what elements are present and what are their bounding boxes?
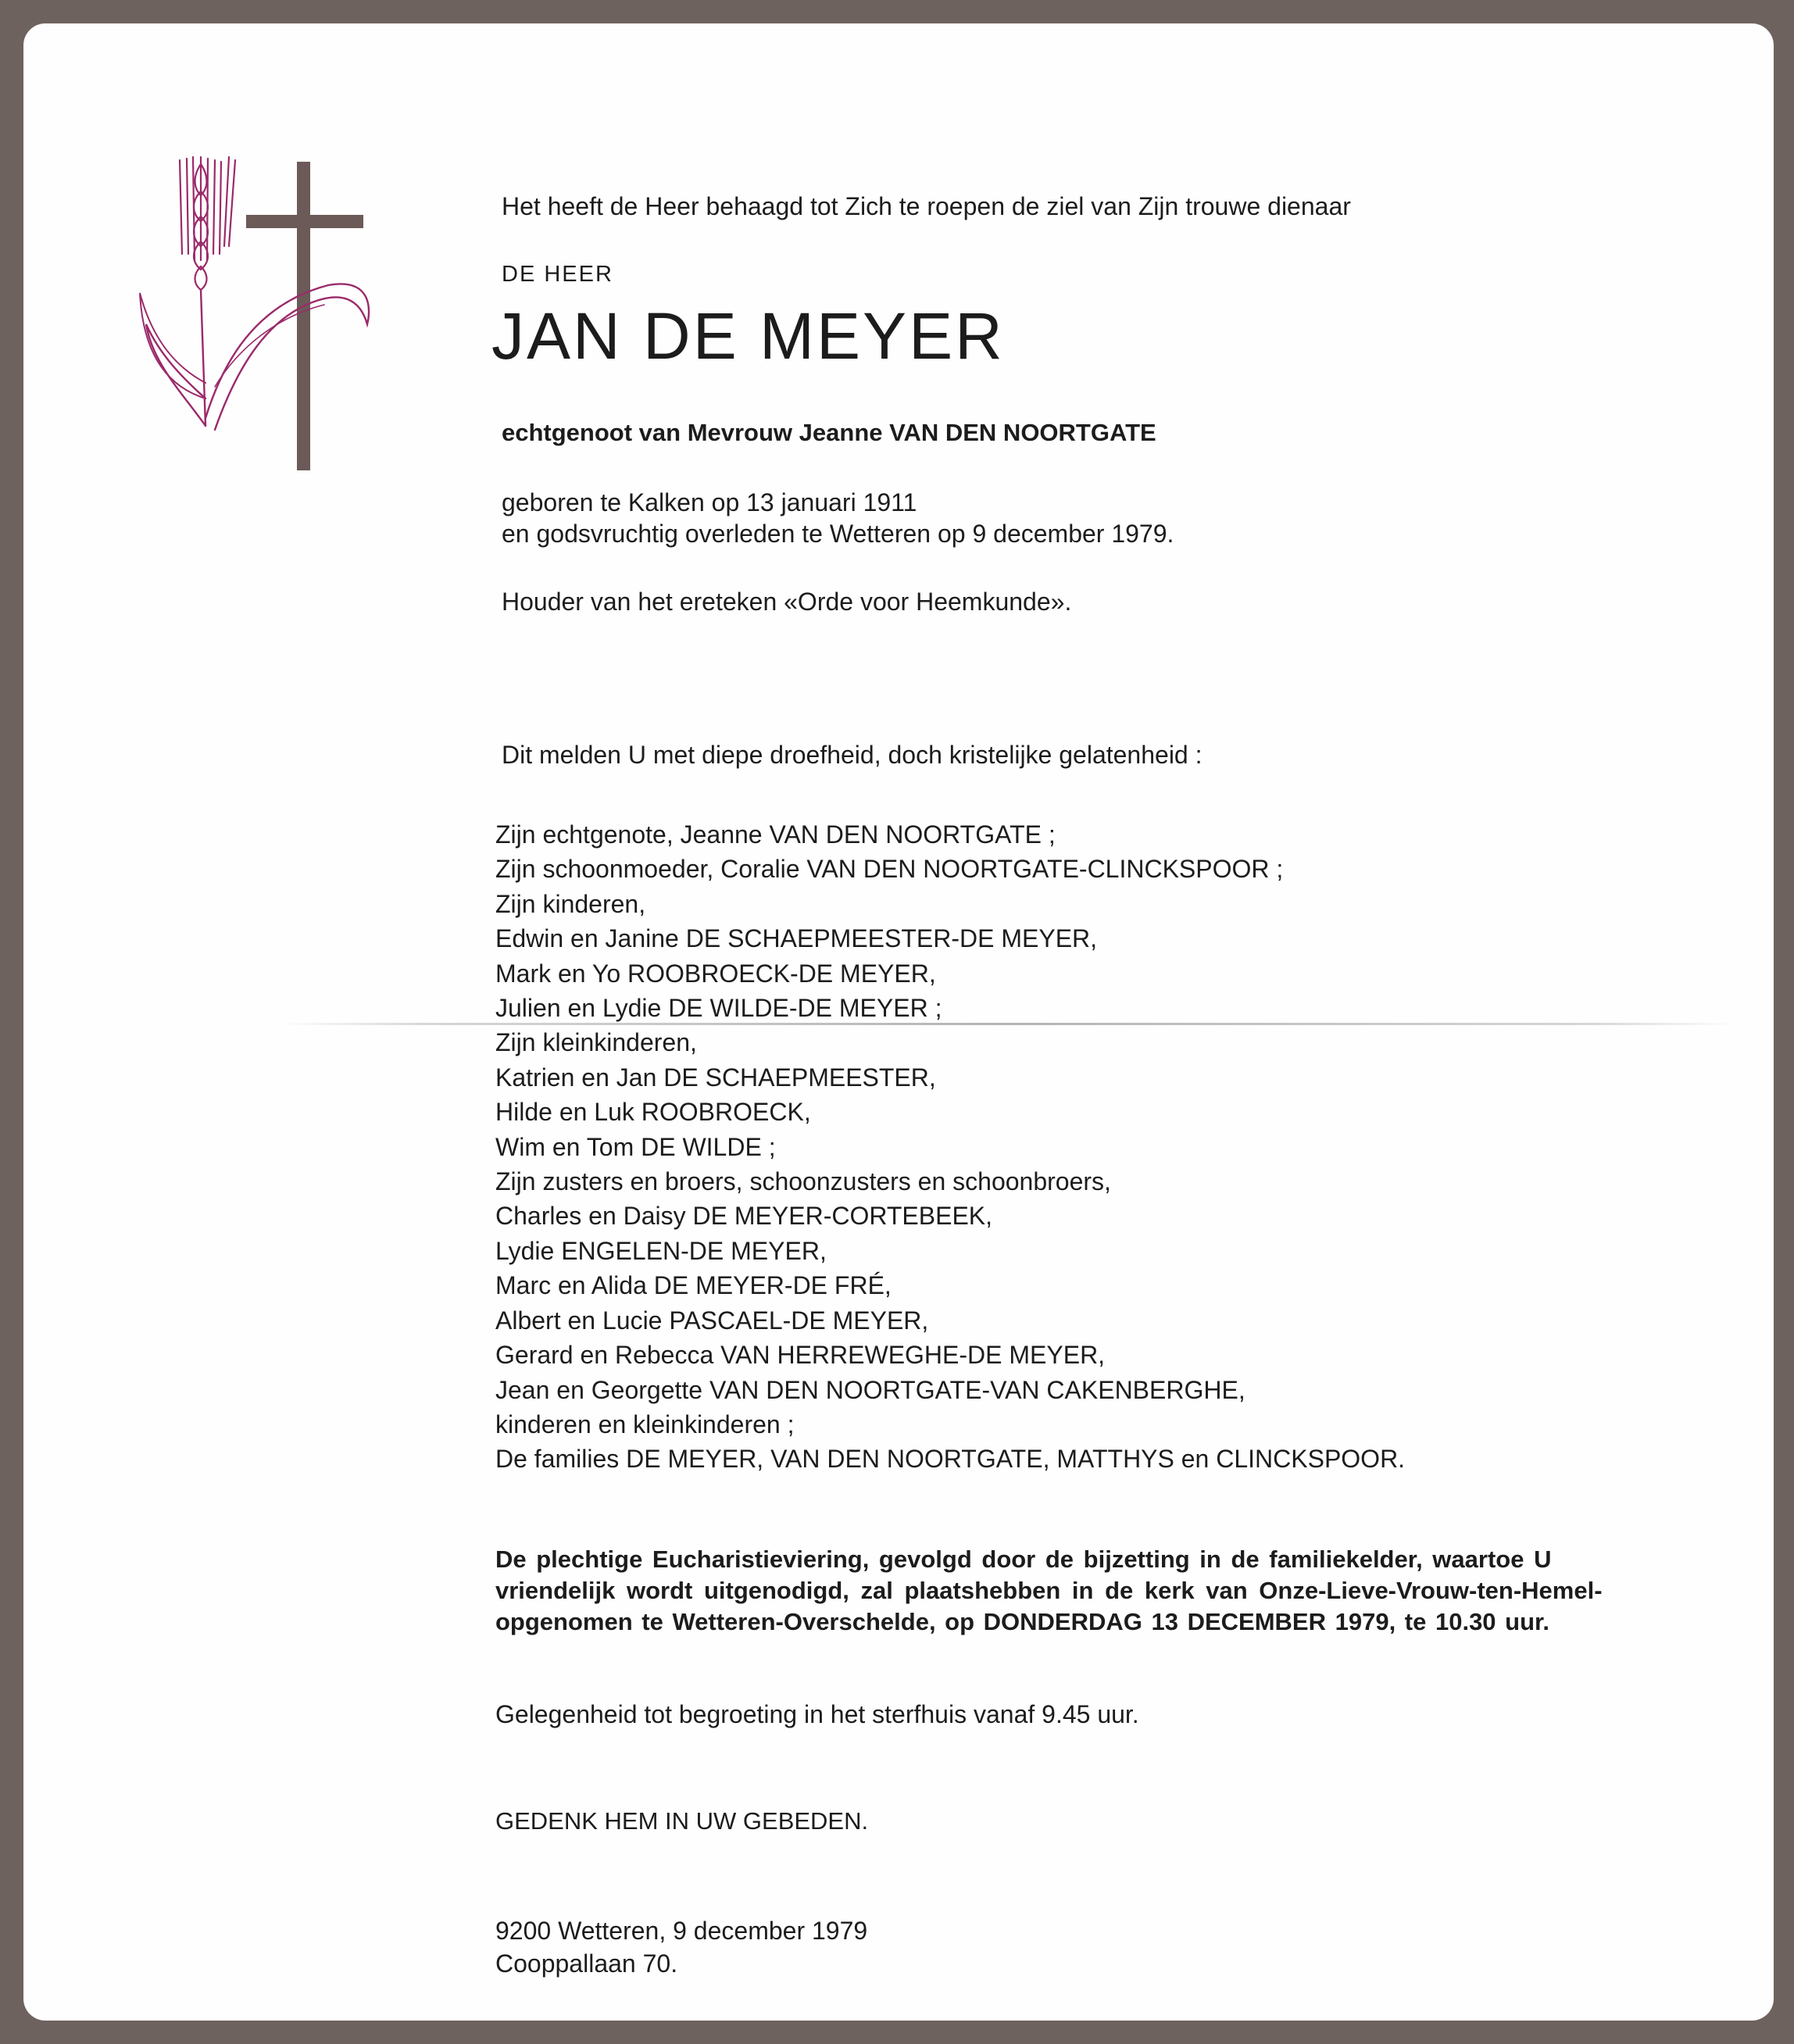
family-line: Jean en Georgette VAN DEN NOORTGATE-VAN CAKENBERGHE,	[495, 1375, 1245, 1404]
family-line: Lydie ENGELEN-DE MEYER,	[495, 1236, 827, 1265]
place-date-line: 9200 Wetteren, 9 december 1979	[495, 1917, 868, 1945]
birth-line: geboren te Kalken op 13 januari 1911	[502, 488, 917, 516]
family-line: Edwin en Janine DE SCHAEPMEESTER-DE MEYER,	[495, 924, 1098, 953]
title-prefix: DE HEER	[502, 262, 613, 287]
honor-line: Houder van het ereteken «Orde voor Heemkunde».	[502, 588, 1072, 616]
family-line: De families DE MEYER, VAN DEN NOORTGATE, MATTHYS en CLINCKSPOOR.	[495, 1445, 1406, 1474]
family-line: Charles en Daisy DE MEYER-CORTEBEEK,	[495, 1202, 993, 1231]
ceremony-paragraph	[495, 1544, 1660, 1638]
family-line: Zijn kinderen,	[495, 889, 646, 918]
family-line: Hilde en Luk ROOBROECK,	[495, 1098, 811, 1127]
family-line: kinderen en kleinkinderen ;	[495, 1410, 795, 1438]
family-line: Mark en Yo ROOBROECK-DE MEYER,	[495, 959, 936, 988]
family-line: Marc en Alida DE MEYER-DE FRÉ,	[495, 1271, 892, 1300]
address-block	[495, 1914, 867, 1980]
cross-vertical-beam	[297, 162, 310, 470]
wheat-icon	[140, 157, 369, 430]
cross-horizontal-beam	[246, 215, 363, 228]
ceremony-line: vriendelijk wordt uitgenodigd, zal plaatshebben in de kerk van Onze-Lieve-Vrouw-ten-Hemel-	[495, 1577, 1603, 1604]
ceremony-line: opgenomen te Wetteren-Overschelde, op DONDERDAG 13 DECEMBER 1979, te 10.30 uur.	[495, 1608, 1549, 1635]
spouse-line: echtgenoot van Mevrouw Jeanne VAN DEN NOORTGATE	[502, 419, 1156, 446]
birth-death-block	[502, 487, 1174, 549]
family-line: Zijn zusters en broers, schoonzusters en schoonbroers,	[495, 1167, 1111, 1196]
death-line: en godsvruchtig overleden te Wetteren op 9 december 1979.	[502, 520, 1174, 548]
family-line: Wim en Tom DE WILDE ;	[495, 1132, 776, 1161]
ceremony-line: De plechtige Eucharistieviering, gevolgd door de bijzetting in de familiekelder, waartoe U	[495, 1546, 1552, 1573]
family-line: Zijn schoonmoeder, Coralie VAN DEN NOORTGATE-CLINCKSPOOR ;	[495, 855, 1284, 884]
intro-text: Het heeft de Heer behaagd tot Zich te roepen de ziel van Zijn trouwe dienaar	[502, 192, 1351, 220]
family-line: Zijn kleinkinderen,	[495, 1028, 697, 1057]
family-list	[495, 817, 1405, 1477]
announcement-line: Dit melden U met diepe droefheid, doch kristelijke gelatenheid :	[502, 741, 1203, 769]
family-line: Katrien en Jan DE SCHAEPMEESTER,	[495, 1063, 936, 1092]
street-line: Cooppallaan 70.	[495, 1949, 678, 1978]
family-line: Julien en Lydie DE WILDE-DE MEYER ;	[495, 994, 942, 1023]
obituary-card	[23, 23, 1774, 2021]
deceased-name: JAN DE MEYER	[491, 299, 1005, 373]
family-line: Albert en Lucie PASCAEL-DE MEYER,	[495, 1306, 929, 1335]
family-line: Zijn echtgenote, Jeanne VAN DEN NOORTGATE ;	[495, 820, 1056, 849]
prayer-line: GEDENK HEM IN UW GEBEDEN.	[495, 1807, 869, 1835]
cross-with-wheat-icon	[137, 129, 379, 473]
family-line: Gerard en Rebecca VAN HERREWEGHE-DE MEYER,	[495, 1341, 1106, 1370]
visit-line: Gelegenheid tot begroeting in het sterfhuis vanaf 9.45 uur.	[495, 1700, 1139, 1728]
